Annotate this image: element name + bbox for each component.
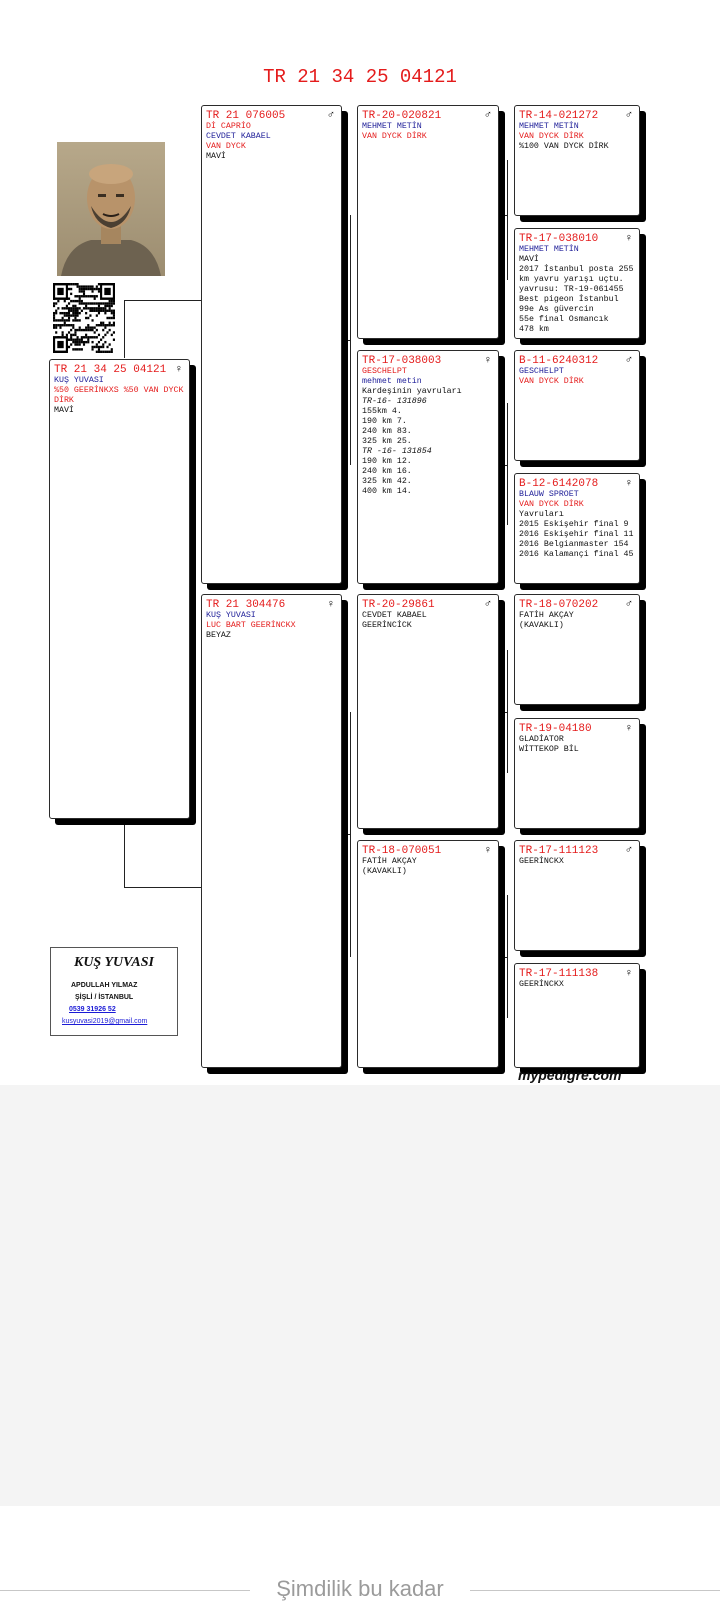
pigeon-info-line: (KAVAKLI) xyxy=(519,621,564,630)
pigeon-card-dam[interactable] xyxy=(201,594,342,1068)
connector-line xyxy=(507,650,508,773)
connector-line xyxy=(500,712,507,713)
ring-number: TR-18-070202 xyxy=(519,599,599,611)
ring-number: TR-19-04180 xyxy=(519,723,592,735)
pigeon-info-line: MAVİ xyxy=(206,152,226,161)
connector-line xyxy=(350,215,351,465)
brand-watermark: mypedigre.com xyxy=(518,1067,622,1083)
connector-line xyxy=(507,160,508,280)
pigeon-info-line: WİTTEKOP BİL xyxy=(519,745,579,754)
female-icon: ♀ xyxy=(483,354,492,366)
contact-email-link[interactable]: kusyuvasi2019@gmail.com xyxy=(62,1018,148,1025)
ring-number: TR-20-29861 xyxy=(362,599,435,611)
pigeon-info-line: VAN DYCK DİRK xyxy=(519,377,584,386)
pigeon-card-dam-dam-sire[interactable] xyxy=(514,840,640,951)
pigeon-info-line: (KAVAKLI) xyxy=(362,867,407,876)
ring-number: TR-17-111123 xyxy=(519,845,599,857)
ring-number: B-12-6142078 xyxy=(519,478,599,490)
pigeon-info-line: GEERİNCİCK xyxy=(362,621,412,630)
ring-number: B-11-6240312 xyxy=(519,355,599,367)
pigeon-info-line: 2017 İstanbul posta 255 km yavru yarışı uçtu. xyxy=(519,265,639,284)
pigeon-info-line: FATİH AKÇAY xyxy=(362,857,417,866)
pigeon-info-line: yavrusu: TR-19-061455 xyxy=(519,285,624,294)
pigeon-info-line: TR -16- 131854 xyxy=(362,447,432,456)
ring-number: TR-20-020821 xyxy=(362,110,442,122)
pigeon-card-sire-sire-dam[interactable] xyxy=(514,228,640,339)
connector-line xyxy=(124,820,125,887)
ring-number: TR 21 304476 xyxy=(206,599,286,611)
pigeon-card-sire-dam[interactable] xyxy=(357,350,499,584)
pigeon-info-line: 478 km xyxy=(519,325,549,334)
owner-photo xyxy=(57,142,165,276)
connector-line xyxy=(124,300,201,301)
pigeon-info-line: GEERİNCKX xyxy=(519,857,564,866)
connector-line xyxy=(500,215,507,216)
pigeon-info-line: MEHMET METİN xyxy=(519,122,579,131)
pigeon-info-line: 190 km 12. xyxy=(362,457,412,466)
contact-name: APDULLAH YILMAZ xyxy=(71,982,138,989)
contact-city: ŞİŞLİ / İSTANBUL xyxy=(75,994,134,1001)
pigeon-info-line: MEHMET METİN xyxy=(519,245,579,254)
pigeon-info-line: mehmet metin xyxy=(362,377,422,386)
ring-number: TR 21 34 25 04121 xyxy=(54,364,167,376)
female-icon: ♀ xyxy=(624,722,633,734)
end-of-list-text: Şimdilik bu kadar xyxy=(276,1576,444,1601)
pigeon-info-line: KUŞ YUVASI xyxy=(206,611,256,620)
female-icon: ♀ xyxy=(174,363,183,375)
male-icon: ♂ xyxy=(624,109,633,121)
connector-line xyxy=(344,834,350,835)
pigeon-info-line: 400 km 14. xyxy=(362,487,412,496)
pigeon-info-line: 2016 Belgianmaster 154 xyxy=(519,540,629,549)
pigeon-info-line: KUŞ YUVASI xyxy=(54,376,104,385)
pigeon-info-line: MAVİ xyxy=(519,255,539,264)
pigeon-info-line: Kardeşinin yavruları xyxy=(362,387,462,396)
pigeon-info-line: GESCHELPT xyxy=(519,367,564,376)
connector-line xyxy=(507,895,508,1018)
pigeon-info-line: BLAUW SPROET xyxy=(519,490,579,499)
pigeon-info-line: GESCHELPT xyxy=(362,367,407,376)
pigeon-info-line: 240 km 83. xyxy=(362,427,412,436)
contact-phone-link[interactable]: 0539 31926 52 xyxy=(69,1006,116,1013)
connector-line xyxy=(500,465,507,466)
ring-number: TR-18-070051 xyxy=(362,845,442,857)
female-icon: ♀ xyxy=(624,232,633,244)
empty-content-area xyxy=(0,1085,720,1506)
ring-number: TR-17-111138 xyxy=(519,968,599,980)
pigeon-card-sire-sire-sire[interactable] xyxy=(514,105,640,216)
pigeon-info-line: MAVİ xyxy=(54,406,74,415)
pigeon-card-dam-dam-dam[interactable] xyxy=(514,963,640,1068)
pigeon-info-line: TR-16- 131896 xyxy=(362,397,427,406)
connector-line xyxy=(344,340,350,341)
female-icon: ♀ xyxy=(483,844,492,856)
pigeon-card-sire-dam-sire[interactable] xyxy=(514,350,640,461)
pigeon-info-line: Dİ CAPRİO xyxy=(206,122,251,131)
pigeon-card-dam-sire-dam[interactable] xyxy=(514,718,640,829)
pigeon-info-line: 2015 Eskişehir final 9 xyxy=(519,520,629,529)
pigeon-card-dam-dam[interactable] xyxy=(357,840,499,1068)
male-icon: ♂ xyxy=(326,109,335,121)
male-icon: ♂ xyxy=(624,598,633,610)
connector-line xyxy=(124,887,201,888)
pigeon-card-sire-sire[interactable] xyxy=(357,105,499,339)
pigeon-info-line: 55e final Osmancık xyxy=(519,315,609,324)
ring-number: TR-17-038010 xyxy=(519,233,599,245)
pigeon-info-line: VAN DYCK xyxy=(206,142,246,151)
pigeon-info-line: MEHMET METİN xyxy=(362,122,422,131)
male-icon: ♂ xyxy=(624,844,633,856)
pigeon-info-line: 325 km 25. xyxy=(362,437,412,446)
ring-number: TR-14-021272 xyxy=(519,110,599,122)
pedigree-title: TR 21 34 25 04121 xyxy=(263,66,457,88)
pigeon-info-line: LUC BART GEERİNCKX xyxy=(206,621,296,630)
pigeon-info-line: VAN DYCK DİRK xyxy=(519,500,584,509)
pigeon-info-line: VAN DYCK DİRK xyxy=(362,132,427,141)
pigeon-info-line: 325 km 42. xyxy=(362,477,412,486)
pigeon-info-line: 240 km 16. xyxy=(362,467,412,476)
pigeon-info-line: CEVDET KABAEL xyxy=(206,132,271,141)
connector-line xyxy=(507,403,508,525)
pigeon-card-dam-sire-sire[interactable] xyxy=(514,594,640,705)
connector-line xyxy=(124,300,125,358)
contact-title: KUŞ YUVASI xyxy=(73,955,154,970)
female-icon: ♀ xyxy=(624,967,633,979)
pigeon-info-line: GLADİATOR xyxy=(519,735,564,744)
connector-line xyxy=(500,957,507,958)
ring-number: TR-17-038003 xyxy=(362,355,442,367)
pigeon-info-line: Best pigeon İstanbul xyxy=(519,295,619,304)
pigeon-info-line: 2016 Eskişehir final 11 xyxy=(519,530,634,539)
pigeon-card-sire-dam-dam[interactable] xyxy=(514,473,640,584)
female-icon: ♀ xyxy=(624,477,633,489)
male-icon: ♂ xyxy=(624,354,633,366)
pigeon-card-sire[interactable] xyxy=(201,105,342,584)
qr-code xyxy=(53,283,115,353)
pigeon-info-line: GEERİNCKX xyxy=(519,980,564,989)
pigeon-info-line: 2016 Kalamançi final 45 xyxy=(519,550,634,559)
pigeon-info-line: 99e As güvercin xyxy=(519,305,594,314)
pigeon-info-line: VAN DYCK DİRK xyxy=(519,132,584,141)
pigeon-info-line: BEYAZ xyxy=(206,631,231,640)
male-icon: ♂ xyxy=(483,109,492,121)
pigeon-card-dam-sire[interactable] xyxy=(357,594,499,829)
pigeon-info-line: %100 VAN DYCK DİRK xyxy=(519,142,609,151)
connector-line xyxy=(350,712,351,957)
pigeon-info-line: 155km 4. xyxy=(362,407,402,416)
female-icon: ♀ xyxy=(326,598,335,610)
pigeon-info-line: FATİH AKÇAY xyxy=(519,611,574,620)
pigeon-info-line: 190 km 7. xyxy=(362,417,407,426)
pigeon-info-line: Yavruları xyxy=(519,510,564,519)
pigeon-card-subject[interactable] xyxy=(49,359,190,819)
contact-box xyxy=(50,947,178,1036)
pigeon-info-line: %50 GEERİNKXS %50 VAN DYCK DİRK xyxy=(54,386,189,405)
pigeon-info-line: CEVDET KABAEL xyxy=(362,611,427,620)
male-icon: ♂ xyxy=(483,598,492,610)
ring-number: TR 21 076005 xyxy=(206,110,286,122)
